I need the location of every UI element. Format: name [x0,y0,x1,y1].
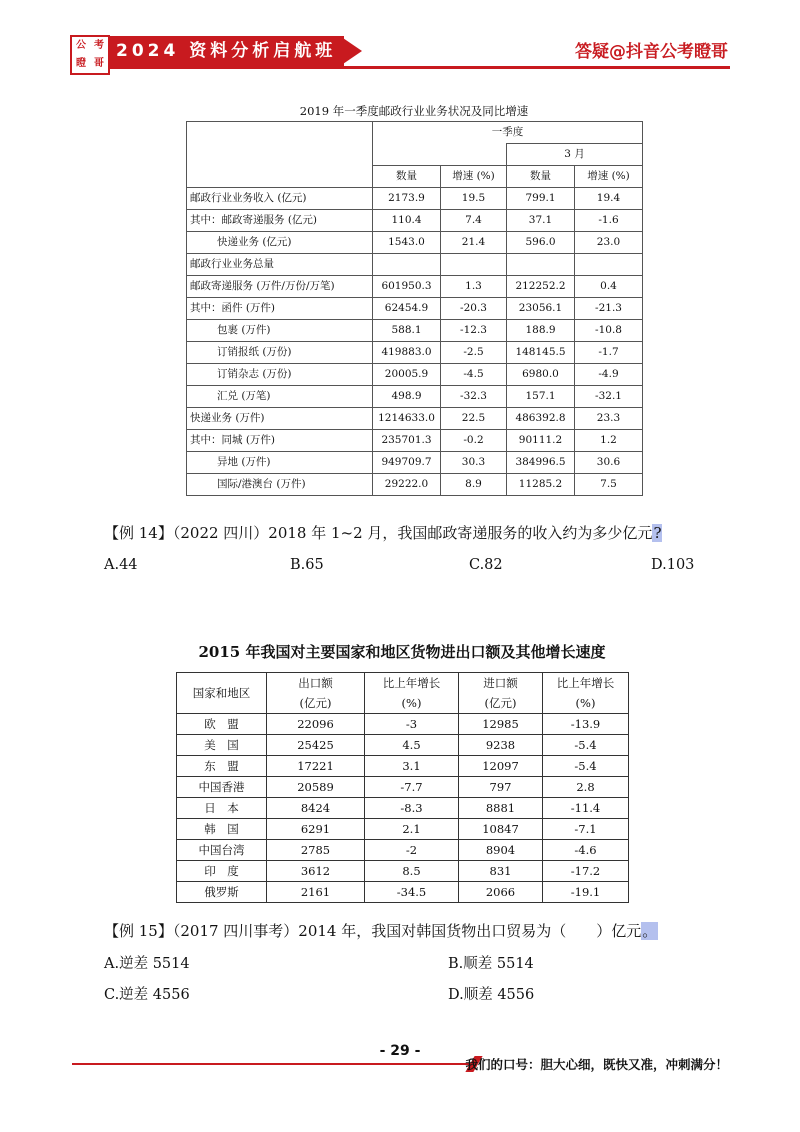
table2-row [177,756,629,777]
table1-row [187,232,643,254]
table1-cell-march-growth: 23.0 [575,232,643,254]
table2-cell-export: 17221 [267,756,365,777]
table2-unit: (亿元) [459,693,543,714]
table2-cell-import: 12985 [459,714,543,735]
table2-cell-import: 10847 [459,819,543,840]
table2-cell-export-growth: 3.1 [365,756,459,777]
table1-cell-q1-qty: 235701.3 [373,430,441,452]
table2-cell-import: 2066 [459,882,543,903]
table2-col-import: 进口额 [459,673,543,694]
table1-cell-march-qty: 188.9 [507,320,575,342]
table1-cell-march-growth: 7.5 [575,474,643,496]
table1-cell-q1-growth: -20.3 [441,298,507,320]
table2-cell-country: 俄罗斯 [177,882,267,903]
table2-cell-export-growth: -3 [365,714,459,735]
question-15 [104,920,658,942]
table1-cell-march-growth: -10.8 [575,320,643,342]
table1-cell-march-qty: 212252.2 [507,276,575,298]
table1-cell-q1-growth: 19.5 [441,188,507,210]
table2-cell-import-growth: -5.4 [543,756,629,777]
header-rule [360,66,730,69]
page-number: - 29 - [379,1043,421,1059]
logo-char: 瞪 [76,58,86,69]
table1-cell-march-growth: -21.3 [575,298,643,320]
table1-row-label: 其中：同城 (万件) [187,430,373,452]
table2-cell-export-growth: -34.5 [365,882,459,903]
table1-cell-q1-qty: 419883.0 [373,342,441,364]
q15-option-a: A.逆差 5514 [104,956,190,972]
table1-cell-q1-qty: 20005.9 [373,364,441,386]
table2-cell-import-growth: -5.4 [543,735,629,756]
table1-cell-q1-qty: 1543.0 [373,232,441,254]
table1-cell-q1-qty: 110.4 [373,210,441,232]
table2-row [177,819,629,840]
table1-col-qty: 数量 [507,166,575,188]
table1-cell-q1-qty: 498.9 [373,386,441,408]
table2-col-country: 国家和地区 [177,673,267,714]
table1-row [187,210,643,232]
table1-col-qty: 数量 [373,166,441,188]
table2-cell-import: 831 [459,861,543,882]
table2-cell-import: 8904 [459,840,543,861]
table1-cell-q1-growth: 8.9 [441,474,507,496]
table2-col-growth: 比上年增长 [543,673,629,694]
table2-cell-export-growth: -8.3 [365,798,459,819]
table1-cell-march-qty: 37.1 [507,210,575,232]
question-14-text: 【例 14】（2022 四川）2018 年 1~2 月，我国邮政寄递服务的收入约为多少亿元 [104,524,653,542]
table1-cell-q1-qty: 601950.3 [373,276,441,298]
table1-row [187,452,643,474]
table2-cell-export: 2161 [267,882,365,903]
table1-row [187,276,643,298]
table1-cell-q1-growth: 1.3 [441,276,507,298]
table2-row [177,798,629,819]
table2-cell-import: 9238 [459,735,543,756]
table1-cell-q1-qty: 29222.0 [373,474,441,496]
q15-option-b: B.顺差 5514 [448,956,534,972]
question-14 [104,522,662,544]
table2-cell-country: 欧 盟 [177,714,267,735]
logo [70,35,110,75]
table1-cell-q1-qty [373,254,441,276]
q14-option-a: A.44 [104,557,138,573]
table1-title: 2019 年一季度邮政行业业务状况及同比增速 [299,104,529,118]
table1-row [187,188,643,210]
table1-cell-march-qty: 799.1 [507,188,575,210]
course-title: 2024 资料分析启航班 [116,41,337,61]
table1-row-label: 异地 (万件) [187,452,373,474]
table2-cell-country: 中国台湾 [177,840,267,861]
table2-cell-import-growth: -11.4 [543,798,629,819]
table1-cell-march-growth: -1.7 [575,342,643,364]
table2-unit: (%) [365,693,459,714]
q14-option-d: D.103 [651,557,695,573]
table2-cell-country: 中国香港 [177,777,267,798]
table2-row [177,777,629,798]
table2-cell-country: 印 度 [177,861,267,882]
table1-row [187,254,643,276]
table1-cell-q1-qty: 949709.7 [373,452,441,474]
table2-cell-import-growth: -4.6 [543,840,629,861]
table1-row-label: 邮政寄递服务 (万件/万份/万笔) [187,276,373,298]
q15-option-c: C.逆差 4556 [104,987,190,1003]
table2-cell-import: 8881 [459,798,543,819]
table2-cell-import: 797 [459,777,543,798]
table1-cell-march-growth: 30.6 [575,452,643,474]
table2 [176,672,629,903]
table2-col-export: 出口额 [267,673,365,694]
table1-cell-march-growth: -1.6 [575,210,643,232]
table1-cell-march-growth: 1.2 [575,430,643,452]
table1-cell-q1-growth [441,254,507,276]
table1-corner [187,122,373,188]
table1-row-label: 其中：邮政寄递服务 (亿元) [187,210,373,232]
table1-row [187,474,643,496]
table1-group-q1: 一季度 [373,122,643,144]
table1-col-growth: 增速 (%) [575,166,643,188]
table1-cell-march-growth: -4.9 [575,364,643,386]
table1-row-label: 汇兑 (万笔) [187,386,373,408]
text-selection-highlight: 。 [642,922,658,940]
table1-cell-march-growth: 19.4 [575,188,643,210]
text-selection-highlight: ? [653,524,662,542]
table2-row [177,735,629,756]
table1-cell-q1-growth: -12.3 [441,320,507,342]
table2-cell-export: 20589 [267,777,365,798]
table1-cell-q1-growth: 21.4 [441,232,507,254]
table2-cell-import-growth: 2.8 [543,777,629,798]
table1-cell-march-qty: 23056.1 [507,298,575,320]
table1-row-label: 邮政行业业务总量 [187,254,373,276]
q14-option-b: B.65 [290,557,324,573]
table1-cell-q1-growth: -2.5 [441,342,507,364]
table2-cell-import-growth: -17.2 [543,861,629,882]
table1-cell-q1-growth: -4.5 [441,364,507,386]
table1-cell-q1-growth: -32.3 [441,386,507,408]
table1-row-label: 其中：函件 (万件) [187,298,373,320]
footer-slogan: 我们的口号：胆大心细，既快又准，冲刺满分！ [465,1057,728,1072]
table1-cell-march-qty [507,254,575,276]
table2-cell-export-growth: 4.5 [365,735,459,756]
table2-cell-country: 韩 国 [177,819,267,840]
table1-row-label: 快递业务 (亿元) [187,232,373,254]
table2-unit: (%) [543,693,629,714]
logo-char: 哥 [94,58,104,69]
table2-cell-country: 日 本 [177,798,267,819]
table2-cell-country: 东 盟 [177,756,267,777]
table1-cell-march-growth: 23.3 [575,408,643,430]
table2-col-growth: 比上年增长 [365,673,459,694]
question-15-text: 【例 15】（2017 四川事考）2014 年，我国对韩国货物出口贸易为（ ）亿元 [104,922,642,940]
table1-cell-march-qty: 157.1 [507,386,575,408]
table2-cell-import-growth: -7.1 [543,819,629,840]
table1-spacer [373,144,507,166]
table2-row [177,882,629,903]
table2-cell-export-growth: -7.7 [365,777,459,798]
table2-cell-export-growth: -2 [365,840,459,861]
table1-cell-q1-qty: 1214633.0 [373,408,441,430]
table2-cell-import-growth: -13.9 [543,714,629,735]
table1-cell-q1-qty: 588.1 [373,320,441,342]
table1-row-label: 国际/港澳台 (万件) [187,474,373,496]
table1-row [187,298,643,320]
table2-cell-export-growth: 8.5 [365,861,459,882]
table2-cell-country: 美 国 [177,735,267,756]
table1-row-label: 订销杂志 (万份) [187,364,373,386]
q14-option-c: C.82 [469,557,503,573]
table1-cell-march-qty: 90111.2 [507,430,575,452]
table2-row [177,714,629,735]
table1-cell-march-qty: 6980.0 [507,364,575,386]
footer-rule [72,1063,472,1065]
header-banner-tip [340,36,362,66]
table1-cell-q1-growth: 30.3 [441,452,507,474]
table1-cell-march-qty: 384996.5 [507,452,575,474]
table1 [186,121,643,496]
table1-row [187,320,643,342]
header-contact: 答疑@抖音公考瞪哥 [575,42,728,62]
table2-cell-export: 8424 [267,798,365,819]
table1-cell-march-growth [575,254,643,276]
table1-row-label: 快递业务 (万件) [187,408,373,430]
table1-cell-q1-growth: 22.5 [441,408,507,430]
table2-title: 2015 年我国对主要国家和地区货物进出口额及其他增长速度 [198,643,606,661]
logo-char: 公 [76,40,86,51]
table2-cell-import: 12097 [459,756,543,777]
table1-cell-q1-qty: 62454.9 [373,298,441,320]
table1-row [187,430,643,452]
table1-cell-march-qty: 148145.5 [507,342,575,364]
table2-unit: (亿元) [267,693,365,714]
table1-cell-march-growth: 0.4 [575,276,643,298]
table2-cell-export: 3612 [267,861,365,882]
table1-row-label: 包裹 (万件) [187,320,373,342]
table2-row [177,840,629,861]
table2-cell-import-growth: -19.1 [543,882,629,903]
table1-row [187,342,643,364]
table2-cell-export: 6291 [267,819,365,840]
table1-row [187,364,643,386]
table2-cell-export: 2785 [267,840,365,861]
table1-cell-q1-growth: -0.2 [441,430,507,452]
table1-group-march: 3 月 [507,144,643,166]
table1-cell-q1-qty: 2173.9 [373,188,441,210]
table1-col-growth: 增速 (%) [441,166,507,188]
table2-row [177,861,629,882]
header-rule-left [72,66,362,69]
table1-row-label: 订销报纸 (万份) [187,342,373,364]
table1-row-label: 邮政行业业务收入 (亿元) [187,188,373,210]
table1-cell-march-qty: 11285.2 [507,474,575,496]
table1-row [187,386,643,408]
table1-cell-march-growth: -32.1 [575,386,643,408]
table2-cell-export: 25425 [267,735,365,756]
logo-char: 考 [94,40,104,51]
table1-cell-q1-growth: 7.4 [441,210,507,232]
table1-row [187,408,643,430]
table1-cell-march-qty: 596.0 [507,232,575,254]
q15-option-d: D.顺差 4556 [448,987,535,1003]
table2-cell-export: 22096 [267,714,365,735]
table1-cell-march-qty: 486392.8 [507,408,575,430]
table2-cell-export-growth: 2.1 [365,819,459,840]
